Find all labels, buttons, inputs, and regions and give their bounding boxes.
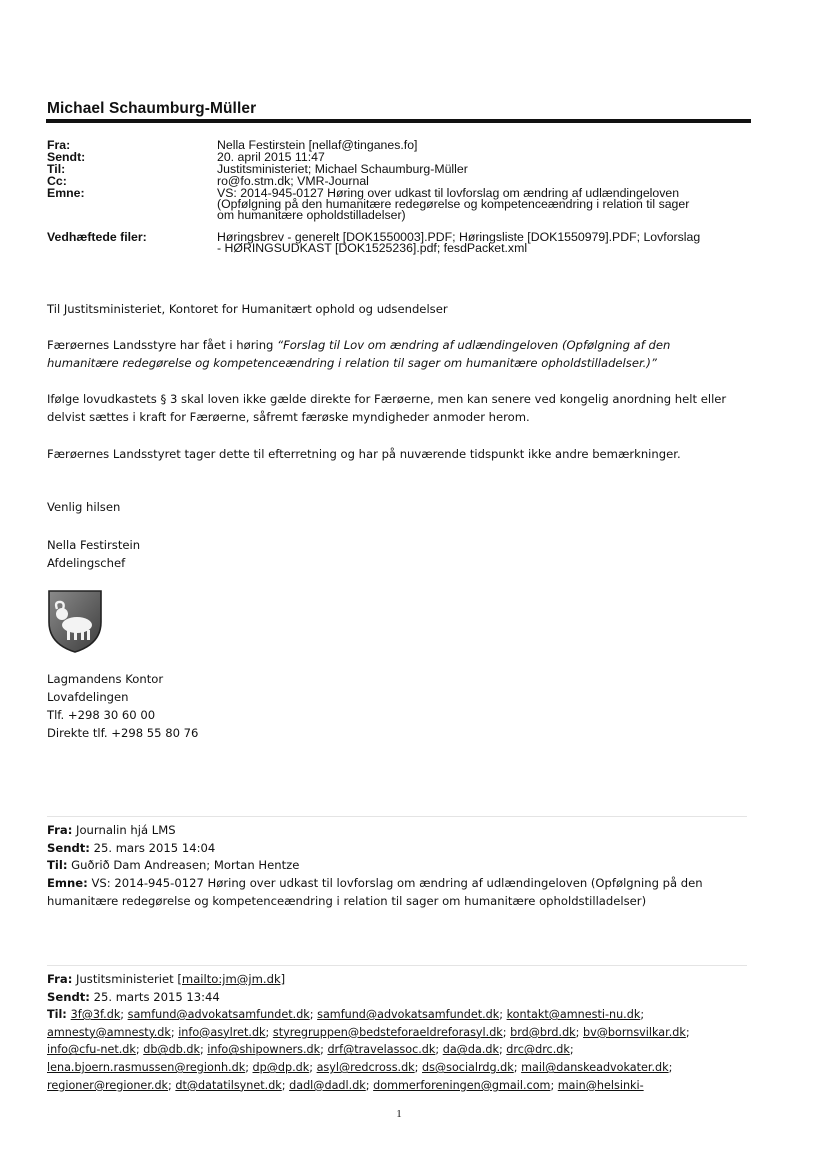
recipient-line	[47, 1024, 782, 1042]
to-value: Guðrið Dam Andreasen; Mortan Hentze	[67, 858, 300, 873]
sent-label: Sendt:	[47, 989, 90, 1004]
from-value: Justitsministeriet	[72, 972, 178, 986]
from-value: Nella Festirstein [nellaf@tinganes.fo]	[217, 138, 418, 152]
forwarded-header-1	[47, 822, 759, 911]
recipient-email-link[interactable]: db@db.dk	[143, 1043, 200, 1057]
recipient-separator: ;	[575, 1025, 583, 1039]
recipient-separator: ;	[499, 1008, 507, 1021]
recipient-email-link[interactable]: brd@brd.dk	[510, 1025, 576, 1039]
recipient-email-link[interactable]: samfund@advokatsamfundet.dk	[127, 1008, 310, 1021]
forward-from-row	[47, 822, 759, 840]
direct-phone: Direkte tlf. +298 55 80 76	[47, 726, 199, 740]
recipient-email-link[interactable]: asyl@redcross.dk	[316, 1061, 415, 1075]
header-divider	[46, 119, 751, 123]
page-number: 1	[396, 1108, 402, 1120]
faroese-coat-of-arms-icon	[46, 588, 104, 654]
forward-divider	[47, 816, 747, 817]
to-label: Til:	[47, 162, 66, 176]
recipient-separator: ;	[414, 1061, 422, 1075]
recipient-separator: ;	[365, 1078, 374, 1092]
paragraph-applicability	[47, 390, 757, 426]
bill-title: “Forslag til Lov om ændring af udlændingeloven (Opfølgning af den	[277, 338, 671, 352]
recipient-email-link[interactable]: dadl@dadl.dk	[289, 1078, 366, 1092]
paragraph-line: Ifølge lovudkastets § 3 skal loven ikke gælde direkte for Færøerne, men kan senere ved kongelig anordning helt eller	[47, 392, 727, 406]
recipient-email-link[interactable]: dommerforeningen@gmail.com	[373, 1078, 551, 1092]
recipient-separator: ;	[120, 1008, 128, 1021]
recipient-separator: ;	[265, 1025, 273, 1039]
recipient-separator: ;	[502, 1025, 511, 1039]
recipient-separator: ;	[685, 1025, 690, 1039]
recipient-email-link[interactable]: ds@socialrdg.dk	[422, 1061, 514, 1075]
forward-to-row	[47, 857, 759, 875]
paragraph-lead: Færøernes Landsstyre har fået i høring	[47, 338, 278, 352]
recipient-separator: ;	[135, 1043, 144, 1057]
recipient-separator: ;	[668, 1061, 673, 1075]
recipient-separator: ;	[245, 1061, 253, 1075]
recipient-separator: ;	[435, 1043, 443, 1057]
recipient-separator: ;	[320, 1043, 328, 1057]
office-name: Lagmandens Kontor	[47, 672, 164, 686]
recipient-email-link[interactable]: info@shipowners.dk	[207, 1043, 321, 1057]
recipient-email-link[interactable]: bv@bornsvilkar.dk	[582, 1025, 686, 1039]
forward-subject-row	[47, 875, 759, 893]
sent-value: 20. april 2015 11:47	[217, 150, 325, 164]
closing: Venlig hilsen	[47, 500, 121, 514]
recipient-email-link[interactable]: dt@datatilsynet.dk	[175, 1078, 282, 1092]
from-label: Fra:	[47, 138, 71, 152]
recipient-email-link[interactable]: dp@dp.dk	[252, 1061, 310, 1075]
recipient-email-link[interactable]: styregruppen@bedsteforaeldreforasyl.dk	[272, 1025, 503, 1039]
recipient-line	[47, 1041, 782, 1059]
recipient-separator: ;	[309, 1008, 318, 1021]
subject-value: VS: 2014-945-0127 Høring over udkast til lovforslag om ændring af udlændingeloven (Opfølgning på den	[87, 876, 703, 891]
signer-name: Nella Festirstein	[47, 538, 141, 552]
recipient-email-link[interactable]: drc@drc.dk	[506, 1043, 570, 1057]
recipient-separator: ;	[281, 1078, 290, 1092]
department-name: Lovafdelingen	[47, 690, 129, 704]
attachments-value	[217, 232, 752, 254]
recipient-separator: ;	[640, 1008, 645, 1021]
to-label: Til:	[47, 1008, 71, 1021]
from-mailto-link[interactable]: [mailto:jm@jm.dk]	[177, 972, 286, 986]
recipient-email-link[interactable]: drf@travelassoc.dk	[327, 1043, 436, 1057]
from-label: Fra:	[47, 823, 73, 837]
forward-subject-cont: humanitære redegørelse og kompetenceændring i relation til sager om humanitære opholdstilladelser)	[47, 893, 647, 908]
subject-label: Emne:	[47, 876, 88, 891]
subject-line: VS: 2014-945-0127 Høring over udkast til lovforslag om ændring af udlændingeloven	[217, 186, 680, 200]
from-value: Journalin hjá LMS	[72, 823, 176, 837]
to-value: Justitsministeriet; Michael Schaumburg-Müller	[217, 162, 468, 176]
sent-value: 25. mars 2015 14:04	[89, 840, 216, 855]
recipient-separator: ;	[498, 1043, 507, 1057]
recipient-list	[47, 1006, 782, 1095]
recipient-separator: ;	[513, 1061, 522, 1075]
forward-from-row	[47, 971, 759, 989]
attachment-line: - HØRINGSUDKAST [DOK1525236].pdf; fesdPacket.xml	[217, 241, 528, 256]
subject-line: (Opfølgning på den humanitære redegørelse og kompetenceændring i relation til sager	[217, 197, 690, 212]
recipient-separator: ;	[199, 1043, 208, 1057]
recipient-email-link[interactable]: kontakt@amnesti-nu.dk	[506, 1008, 641, 1021]
recipient-email-link[interactable]: 3f@3f.dk	[70, 1008, 121, 1021]
recipient-separator: ;	[550, 1078, 558, 1092]
paragraph-hearing	[47, 336, 757, 372]
paragraph-conclusion: Færøernes Landsstyret tager dette til efterretning og har på nuværende tidspunkt ikke andre bemærkninger.	[47, 447, 681, 461]
signer-title: Afdelingschef	[47, 556, 126, 570]
cc-label: Cc:	[47, 174, 67, 188]
bill-title-cont: humanitære redegørelse og kompetenceændring i relation til sager om humanitære opholdstilladelser.)”	[47, 356, 657, 370]
salutation: Til Justitsministeriet, Kontoret for Humanitært ophold og udsendelser	[47, 302, 448, 316]
recipient-separator: ;	[170, 1025, 179, 1039]
forward-divider	[47, 965, 747, 966]
recipient-line	[47, 1077, 782, 1095]
recipient-email-link[interactable]: info@asylret.dk	[178, 1025, 266, 1039]
attachments-label: Vedhæftede filer:	[47, 230, 147, 244]
recipient-email-link[interactable]: main@helsinki-	[557, 1078, 644, 1092]
forward-sent-row	[47, 989, 759, 1007]
sent-label: Sendt:	[47, 840, 90, 855]
recipient-line	[47, 1059, 782, 1077]
recipient-email-link[interactable]: mail@danskeadvokater.dk	[521, 1061, 669, 1075]
forwarded-header-2	[47, 971, 759, 1006]
document-owner-name: Michael Schaumburg-Müller	[47, 100, 257, 117]
paragraph-line: delvist sættes i kraft for Færøerne, såfremt færøske myndigheder anmoder herom.	[47, 410, 530, 424]
subject-label: Emne:	[47, 186, 85, 200]
recipient-email-link[interactable]: da@da.dk	[442, 1043, 499, 1057]
forward-sent-row	[47, 840, 759, 858]
recipient-line	[47, 1006, 782, 1024]
cc-value: ro@fo.stm.dk; VMR-Journal	[217, 174, 369, 188]
attachment-line: Høringsbrev - generelt [DOK1550003].PDF; Høringsliste [DOK1550979].PDF; Lovforslag	[217, 230, 701, 244]
recipient-email-link[interactable]: samfund@advokatsamfundet.dk	[317, 1008, 500, 1021]
office-phone: Tlf. +298 30 60 00	[47, 708, 156, 722]
recipient-separator: ;	[309, 1061, 317, 1075]
header-row-subject	[47, 188, 757, 224]
subject-line: om humanitære opholdstilladelser)	[217, 208, 406, 223]
recipient-email-link[interactable]: lena.bjoern.rasmussen@regionh.dk	[47, 1061, 246, 1075]
subject-value	[217, 188, 752, 222]
recipient-separator: ;	[168, 1078, 176, 1092]
header-row-to	[47, 164, 757, 176]
recipient-separator: ;	[569, 1043, 574, 1057]
header-row-from	[47, 140, 757, 152]
recipient-email-link[interactable]: regioner@regioner.dk	[47, 1078, 169, 1092]
header-row-attachments	[47, 232, 757, 256]
to-label: Til:	[47, 858, 68, 873]
sent-label: Sendt:	[47, 150, 86, 164]
recipient-email-link[interactable]: amnesty@amnesty.dk	[47, 1025, 171, 1039]
from-label: Fra:	[47, 972, 73, 986]
recipient-email-link[interactable]: info@cfu-net.dk	[47, 1043, 136, 1057]
sent-value: 25. marts 2015 13:44	[89, 989, 220, 1004]
